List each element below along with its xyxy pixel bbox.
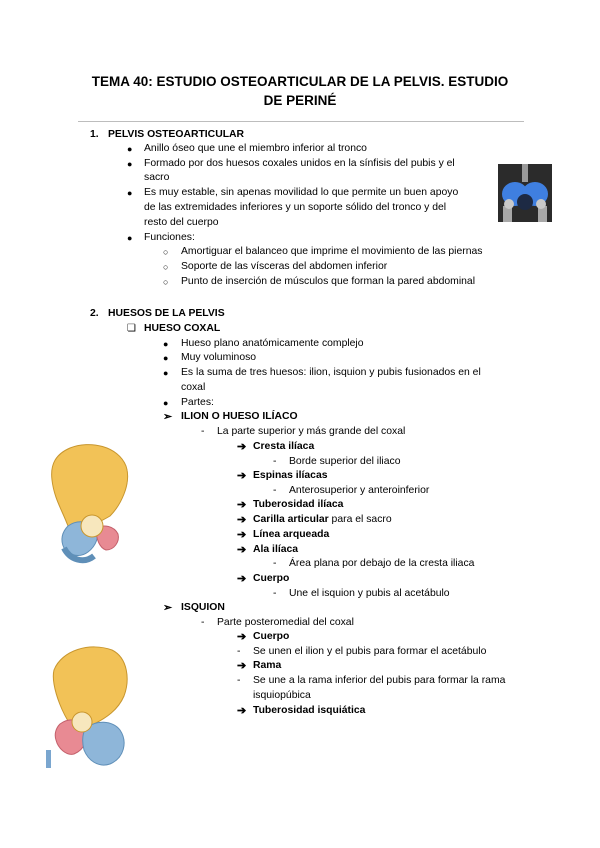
rama-isquion: Rama bbox=[253, 660, 282, 671]
espinas-iliacas: Espinas ilíacas bbox=[253, 470, 328, 481]
ala-iliaca: Ala ilíaca bbox=[253, 544, 299, 555]
rama-desc-cont: isquiopúbica bbox=[253, 690, 311, 701]
bullet-icon: ● bbox=[163, 368, 169, 378]
hip-bone-icon bbox=[40, 640, 132, 772]
section-2-heading: HUESOS DE LA PELVIS bbox=[108, 308, 225, 319]
chevron-arrow-icon: ➢ bbox=[163, 602, 173, 614]
title-divider bbox=[78, 121, 524, 122]
carilla-articular: Carilla articular para el sacro bbox=[253, 514, 392, 525]
list-item: Hueso plano anatómicamente complejo bbox=[181, 338, 364, 349]
ala-desc: Área plana por debajo de la cresta iliaca bbox=[289, 558, 475, 569]
dash-icon: - bbox=[237, 646, 241, 657]
dash-icon: - bbox=[273, 588, 277, 599]
bullet-icon: ● bbox=[127, 233, 133, 243]
section-2-number: 2. bbox=[90, 308, 99, 319]
dash-icon: - bbox=[273, 456, 277, 467]
pelvis-xray-icon bbox=[498, 164, 552, 222]
ilion-heading: ILION O HUESO ILÍACO bbox=[181, 411, 298, 422]
arrow-icon: ➔ bbox=[237, 573, 247, 585]
arrow-icon: ➔ bbox=[237, 544, 247, 556]
linea-arqueada: Línea arqueada bbox=[253, 529, 330, 540]
bullet-icon: ● bbox=[163, 398, 169, 408]
chevron-arrow-icon: ➢ bbox=[163, 411, 173, 423]
list-item: Es la suma de tres huesos: ilion, isquion y pubis fusionados en el bbox=[181, 367, 481, 378]
circle-bullet-icon: ○ bbox=[163, 277, 169, 287]
list-item: Anillo óseo que une el miembro inferior al tronco bbox=[144, 143, 367, 154]
isquion-heading: ISQUION bbox=[181, 602, 225, 613]
arrow-icon: ➔ bbox=[237, 514, 247, 526]
list-item: Formado por dos huesos coxales unidos en la sínfisis del pubis y el bbox=[144, 158, 455, 169]
arrow-icon: ➔ bbox=[237, 705, 247, 717]
arrow-icon: ➔ bbox=[237, 470, 247, 482]
ilion-desc: La parte superior y más grande del coxal bbox=[217, 426, 406, 437]
circle-bullet-icon: ○ bbox=[163, 262, 169, 272]
dash-icon: - bbox=[201, 617, 205, 628]
tuberosidad-iliaca: Tuberosidad ilíaca bbox=[253, 499, 344, 510]
coxal-bone-image-ilion bbox=[40, 440, 132, 570]
circle-bullet-icon: ○ bbox=[163, 247, 169, 257]
subheading-hueso-coxal: HUESO COXAL bbox=[144, 323, 221, 334]
isquion-desc: Parte posteromedial del coxal bbox=[217, 617, 354, 628]
hip-bone-icon bbox=[40, 440, 132, 570]
bullet-icon: ● bbox=[163, 339, 169, 349]
section-1-number: 1. bbox=[90, 129, 99, 140]
list-item: Soporte de las vísceras del abdomen inferior bbox=[181, 261, 388, 272]
list-item: Es muy estable, sin apenas movilidad lo que permite un buen apoyo bbox=[144, 187, 459, 198]
dash-icon: - bbox=[237, 675, 241, 686]
list-item-cont: de las extremidades inferiores y un soporte sólido del tronco y del bbox=[144, 202, 447, 213]
list-item-cont: sacro bbox=[144, 172, 170, 183]
dash-icon: - bbox=[273, 485, 277, 496]
bullet-icon: ● bbox=[127, 159, 133, 169]
arrow-icon: ➔ bbox=[237, 529, 247, 541]
rama-desc: Se une a la rama inferior del pubis para formar la rama bbox=[253, 675, 506, 686]
bullet-icon: ● bbox=[127, 188, 133, 198]
arrow-icon: ➔ bbox=[237, 499, 247, 511]
arrow-icon: ➔ bbox=[237, 631, 247, 643]
list-item: Amortiguar el balanceo que imprime el movimiento de las piernas bbox=[181, 246, 483, 257]
coxal-bone-image-isquion bbox=[40, 640, 132, 772]
espinas-desc: Anterosuperior y anteroinferior bbox=[289, 485, 430, 496]
dash-icon: - bbox=[273, 558, 277, 569]
list-item: Muy voluminoso bbox=[181, 352, 257, 363]
checkbox-icon: ❏ bbox=[127, 323, 136, 334]
tuberosidad-isquiatica: Tuberosidad isquiática bbox=[253, 705, 366, 716]
cuerpo-ilion: Cuerpo bbox=[253, 573, 290, 584]
list-item: Funciones: bbox=[144, 232, 195, 243]
cuerpo-ilion-desc: Une el isquion y pubis al acetábulo bbox=[289, 588, 450, 599]
cuerpo-isquion: Cuerpo bbox=[253, 631, 290, 642]
cuerpo-isquion-desc: Se unen el ilion y el pubis para formar el acetábulo bbox=[253, 646, 487, 657]
bullet-icon: ● bbox=[163, 353, 169, 363]
list-item-cont: coxal bbox=[181, 382, 206, 393]
pelvis-xray-image bbox=[498, 164, 552, 222]
arrow-icon: ➔ bbox=[237, 660, 247, 672]
arrow-icon: ➔ bbox=[237, 441, 247, 453]
list-item-cont: resto del cuerpo bbox=[144, 217, 219, 228]
list-item: Punto de inserción de músculos que forman la pared abdominal bbox=[181, 276, 476, 287]
list-item: Partes: bbox=[181, 397, 214, 408]
dash-icon: - bbox=[201, 426, 205, 437]
section-1-heading: PELVIS OSTEOARTICULAR bbox=[108, 129, 245, 140]
page-title: TEMA 40: ESTUDIO OSTEOARTICULAR DE LA PELVIS. ESTUDIO DE PERINÉ bbox=[91, 74, 509, 108]
bullet-icon: ● bbox=[127, 144, 133, 154]
cresta-iliaca: Cresta ilíaca bbox=[253, 441, 315, 452]
cresta-desc: Borde superior del iliaco bbox=[289, 456, 401, 467]
